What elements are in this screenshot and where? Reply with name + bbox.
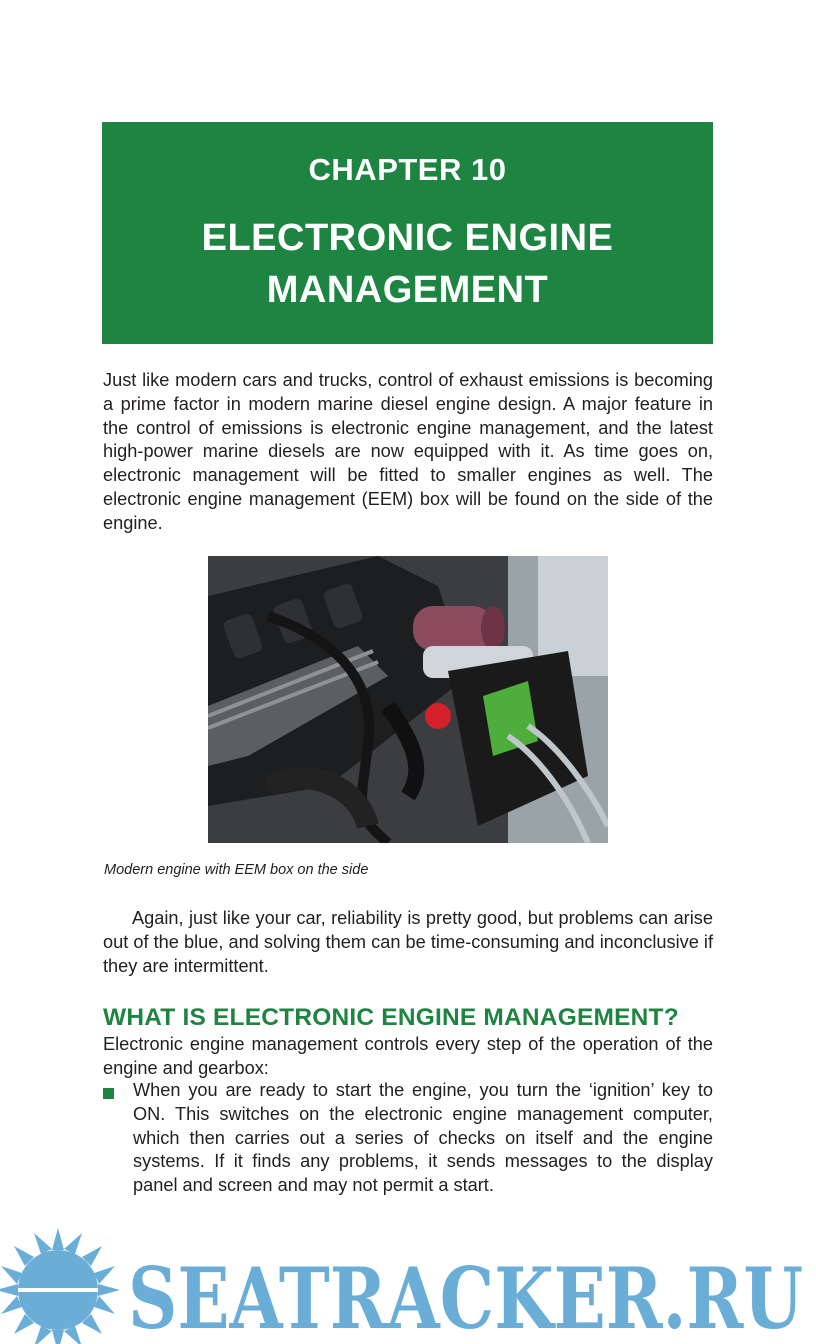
intro-paragraph: Just like modern cars and trucks, control of exhaust emissions is becoming a prime factor in modern marine diesel engine design. A major feature in the control of emissions is electronic engine management, and the latest high-power marine diesels are now equipped with it. As time goes on, electronic management will be fitted to smaller engines as well. The electronic engine management (EEM) box will be found on the side of the engine. [103, 370, 713, 533]
bullet-text: When you are ready to start the engine, you turn the ‘ignition’ key to ON. This switches on the electronic engine management computer, which then carries out a series of checks on itself and the engine systems. If it finds any problems, it sends messages to the display panel and screen and may not permit a start. [133, 1080, 713, 1196]
bullet-list [103, 1079, 713, 1198]
section-intro: Electronic engine management controls every step of the operation of the engine and gearbox: [103, 1034, 713, 1078]
chapter-number: CHAPTER 10 [308, 152, 507, 187]
chapter-header [102, 122, 713, 344]
engine-illustration [208, 556, 608, 843]
reliability-paragraph: Again, just like your car, reliability is pretty good, but problems can arise out of the blue, and solving them can be time-consuming and inconclusive if they are intermittent. [103, 908, 713, 976]
square-bullet-icon [103, 1088, 114, 1099]
section-heading: WHAT IS ELECTRONIC ENGINE MANAGEMENT? [103, 1004, 679, 1031]
sun-logo-icon [0, 1228, 120, 1344]
engine-photo [208, 556, 608, 843]
watermark-text: SEATRACKER.RU [128, 1249, 803, 1344]
chapter-title-line-2: MANAGEMENT [266, 269, 549, 311]
chapter-title [102, 212, 713, 316]
list-item [103, 1079, 713, 1198]
chapter-title-line-1: ELECTRONIC ENGINE [201, 217, 614, 259]
watermark [0, 1220, 816, 1344]
figure-caption: Modern engine with EEM box on the side [104, 862, 369, 878]
